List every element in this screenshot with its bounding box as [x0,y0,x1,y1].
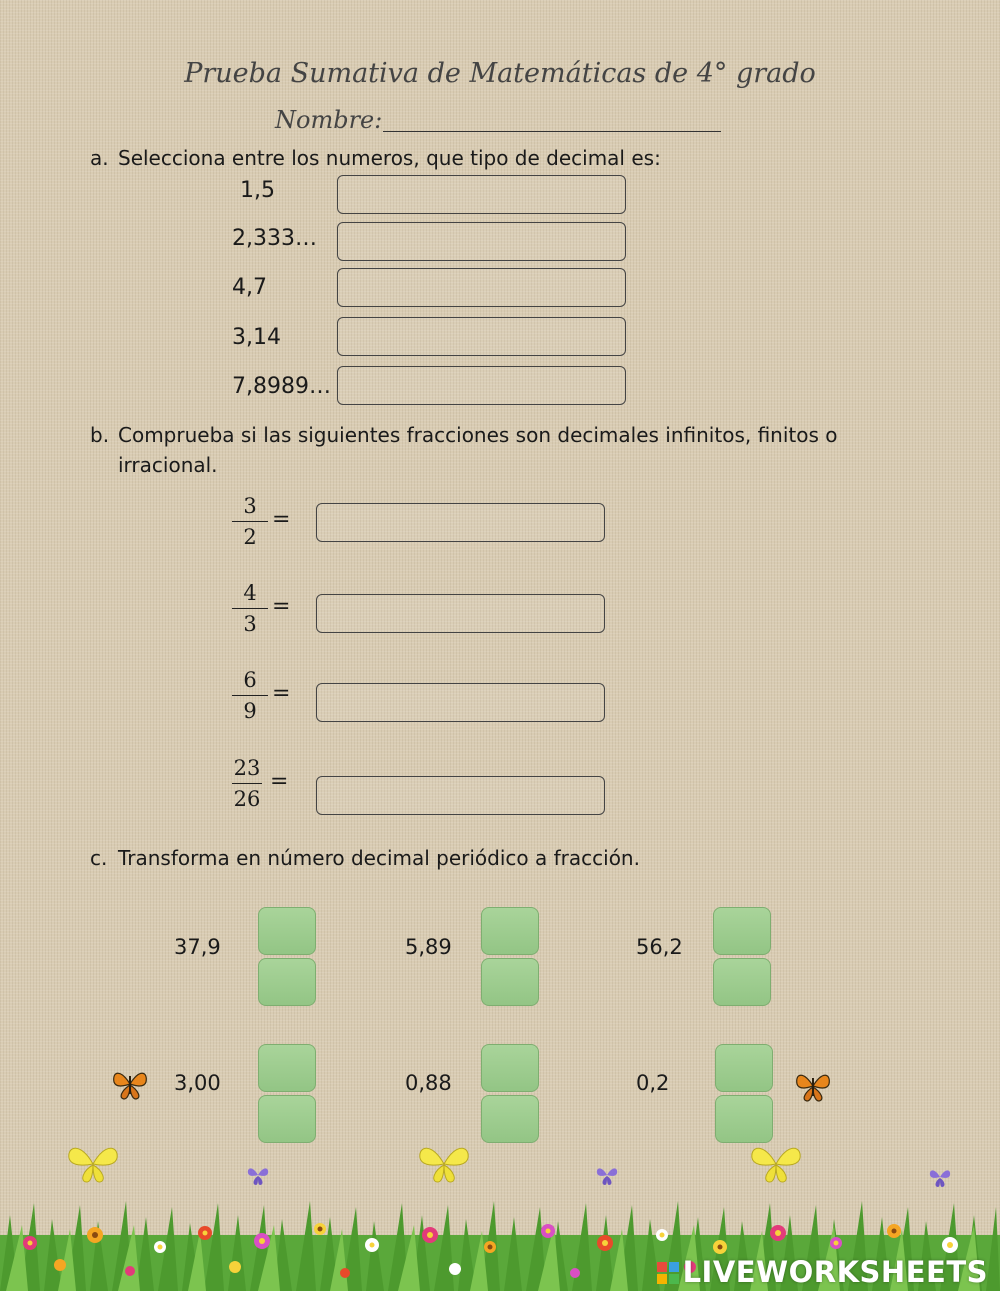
decimal-number: 2,333… [232,226,317,251]
equals-sign: = [272,594,291,619]
numerator-input[interactable] [713,907,771,955]
periodic-decimal: 5,89 [405,935,452,959]
answer-box-a2[interactable] [337,222,626,261]
watermark-text: LIVEWORKSHEETS [682,1255,988,1289]
numerator: 6 [243,668,257,692]
fraction-bar [232,695,268,696]
equals-sign: = [272,507,291,532]
denominator-input[interactable] [715,1095,773,1143]
liveworksheets-watermark [657,1255,988,1289]
periodic-decimal: 0,2 [636,1071,670,1095]
fraction-bar [232,608,268,609]
question-letter: a. [90,146,109,170]
answer-box-b4[interactable] [316,776,605,815]
denominator: 9 [243,699,257,723]
numerator-input[interactable] [481,1044,539,1092]
decimal-number: 7,8989… [232,374,331,399]
denominator-input[interactable] [258,1095,316,1143]
purple-butterfly-icon [595,1164,619,1186]
decimal-number: 3,14 [232,325,281,350]
question-b [90,420,838,480]
periodic-decimal: 37,9 [174,935,221,959]
answer-box-a1[interactable] [337,175,626,214]
denominator-input[interactable] [481,958,539,1006]
decimal-number: 4,7 [232,275,267,300]
name-label: Nombre: [275,106,383,134]
question-b-text-line2: irracional. [118,453,218,477]
answer-box-b2[interactable] [316,594,605,633]
numerator-input[interactable] [481,907,539,955]
yellow-butterfly-icon [416,1138,472,1186]
question-b-text-line1: Comprueba si las siguientes fracciones son decimales infinitos, finitos o [118,423,838,447]
question-letter: b. [90,423,110,447]
denominator-input[interactable] [713,958,771,1006]
orange-butterfly-icon [110,1066,150,1102]
numerator: 4 [243,581,257,605]
answer-box-b3[interactable] [316,683,605,722]
denominator-input[interactable] [258,958,316,1006]
denominator: 2 [243,525,257,549]
equals-sign: = [272,681,291,706]
question-letter: c. [90,846,108,870]
worksheet-title: Prueba Sumativa de Matemáticas de 4° grado [184,58,816,89]
periodic-decimal: 0,88 [405,1071,452,1095]
fraction-23-26 [232,755,289,812]
denominator: 3 [243,612,257,636]
answer-box-a5[interactable] [337,366,626,405]
fraction-6-9 [232,667,291,724]
equals-sign: = [270,769,289,794]
answer-box-a4[interactable] [337,317,626,356]
fraction-bar [232,783,262,784]
name-line [383,131,721,132]
purple-butterfly-icon [246,1164,270,1186]
numerator-input[interactable] [258,1044,316,1092]
yellow-butterfly-icon [748,1138,804,1186]
question-c [90,843,640,873]
purple-butterfly-icon [928,1166,952,1188]
question-a-text: Selecciona entre los numeros, que tipo de decimal es: [118,146,661,170]
fraction-4-3 [232,580,291,637]
periodic-decimal: 3,00 [174,1071,221,1095]
numerator-input[interactable] [715,1044,773,1092]
answer-box-a3[interactable] [337,268,626,307]
question-c-text: Transforma en número decimal periódico a fracción. [118,846,640,870]
periodic-decimal: 56,2 [636,935,683,959]
question-a [90,143,661,173]
yellow-butterfly-icon [65,1138,121,1186]
answer-box-b1[interactable] [316,503,605,542]
decimal-number: 1,5 [240,178,275,203]
fraction-3-2 [232,493,291,550]
numerator: 23 [233,756,261,780]
liveworksheets-logo-icon [657,1262,679,1284]
denominator: 26 [233,787,261,811]
fraction-bar [232,521,268,522]
numerator: 3 [243,494,257,518]
orange-butterfly-icon [793,1068,833,1104]
denominator-input[interactable] [481,1095,539,1143]
numerator-input[interactable] [258,907,316,955]
